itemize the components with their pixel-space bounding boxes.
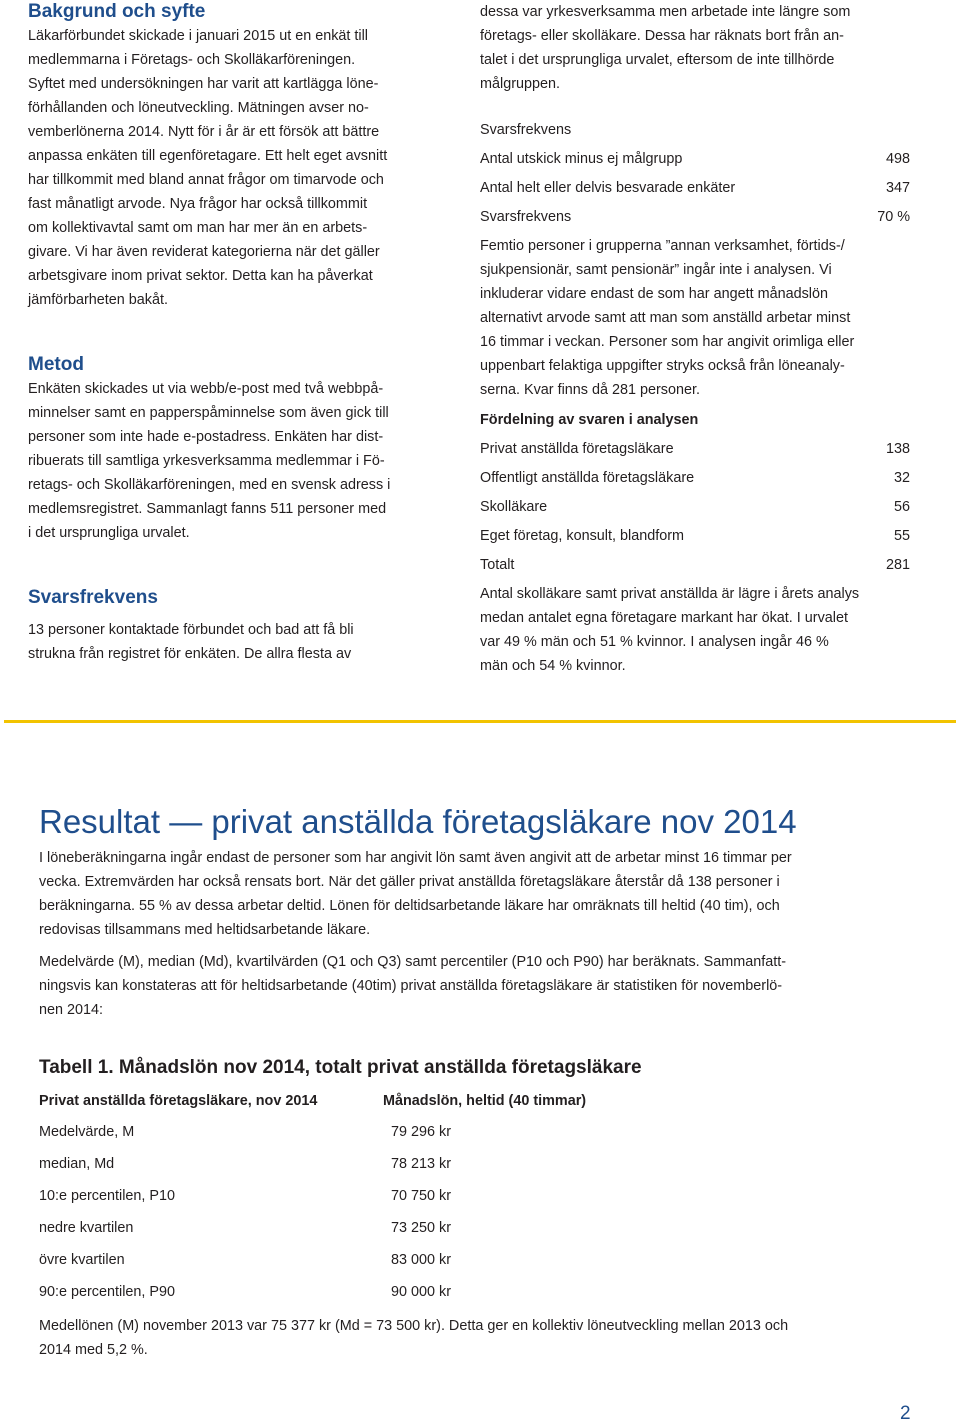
stat-label: Antal helt eller delvis besvarade enkäter [480, 180, 736, 196]
text-line: beräkningarna. 55 % av dessa arbetar deltid. Lönen för deltidsarbetande läkare har omräknats till heltid (40 tim), och [39, 898, 780, 914]
row-label: nedre kvartilen [39, 1220, 134, 1236]
stat-value: 347 [885, 180, 910, 196]
text-line: Medellönen (M) november 2013 var 75 377 kr (Md = 73 500 kr). Detta ger en kollektiv löneutveckling mellan 2013 och [39, 1318, 789, 1334]
text-line: i det ursprungliga urvalet. [28, 525, 190, 541]
text-line: var 49 % män och 51 % kvinnor. I analysen ingår 46 % [480, 634, 829, 650]
dist-row [480, 553, 910, 582]
stat-label: Svarsfrekvens [480, 209, 572, 225]
text-line: 13 personer kontaktade förbundet och bad att få bli [28, 622, 354, 638]
table-row [39, 1116, 586, 1148]
dist-row [480, 437, 910, 466]
left-column [28, 0, 453, 666]
dist-label: Totalt [480, 557, 515, 573]
svarsfrekvens-label: Svarsfrekvens [480, 122, 572, 138]
svarsfrekvens-heading: Svarsfrekvens [28, 587, 158, 608]
row-value: 83 000 kr [391, 1252, 452, 1268]
section-divider [4, 720, 956, 723]
dist-value: 32 [893, 470, 910, 486]
text-line: retags- och Skolläkarföreningen, med en svensk adress i [28, 477, 391, 493]
stat-row [480, 147, 910, 176]
dist-value: 281 [885, 557, 910, 573]
text-line: medlemsregistret. Sammanlagt fanns 511 personer med [28, 501, 387, 517]
text-line: nen 2014: [39, 1002, 104, 1018]
row-label: övre kvartilen [39, 1252, 125, 1268]
text-line: I löneberäkningarna ingår endast de personer som har angivit lön samt även angivit att de arbetar minst 16 timmar per [39, 850, 792, 866]
text-line: uppenbart felaktiga uppgifter stryks också från löneanaly- [480, 358, 845, 374]
text-line: talet i det ursprungliga urvalet, eftersom de inte tillhörde [480, 52, 835, 68]
text-line: målgruppen. [480, 76, 560, 92]
metod-text [28, 377, 453, 545]
text-line: har tillkommit med bland annat frågor om timarvode och [28, 172, 384, 188]
text-line: medan antalet egna företagare markant har ökat. I urvalet [480, 610, 848, 626]
text-line: alternativt arvode samt att man som anställd arbetar minst [480, 310, 851, 326]
text-line: Enkäten skickades ut via webb/e-post med två webbpå- [28, 381, 384, 397]
result-section [39, 800, 919, 1362]
table-row [39, 1276, 586, 1308]
text-line: givare. Vi har även reviderat kategorierna när det gäller [28, 244, 380, 260]
table-row [39, 1148, 586, 1180]
text-line: vemberlönerna 2014. Nytt för i år är ett försök att bättre [28, 124, 380, 140]
dist-row [480, 524, 910, 553]
text-line: förhållanden och löneutveckling. Mätningen avser no- [28, 100, 369, 116]
metod-heading: Metod [28, 354, 84, 375]
distribution-heading: Fördelning av svaren i analysen [480, 412, 699, 428]
table-row [39, 1180, 586, 1212]
bakgrund-heading: Bakgrund och syfte [28, 1, 206, 22]
text-line: medlemmarna i Företags- och Skolläkarföreningen. [28, 52, 356, 68]
text-line: om kollektivavtal samt om man har mer än en arbets- [28, 220, 368, 236]
row-label: Medelvärde, M [39, 1124, 135, 1140]
closing-text [480, 582, 910, 678]
text-line: ribuerats till samtliga yrkesverksamma medlemmar i Fö- [28, 453, 385, 469]
text-line: vecka. Extremvärden har också rensats bort. När det gäller privat anställda företagsläkare återstår då 138 personer i [39, 874, 780, 890]
row-label: 90:e percentilen, P90 [39, 1284, 176, 1300]
text-line: Syftet med undersökningen har varit att kartlägga löne- [28, 76, 379, 92]
table-footnote [39, 1314, 919, 1362]
text-line: 16 timmar i veckan. Personer som har angivit orimliga eller [480, 334, 855, 350]
text-line: fast månatligt arvode. Nya frågor har också tillkommit [28, 196, 368, 212]
intro-text [480, 0, 910, 96]
result-paragraph-2 [39, 950, 919, 1022]
dist-value: 138 [885, 441, 910, 457]
table-row [39, 1244, 586, 1276]
text-line: Medelvärde (M), median (Md), kvartilvärden (Q1 och Q3) samt percentiler (P10 och P90) har beräknats. Sammanfatt- [39, 954, 787, 970]
row-label: median, Md [39, 1156, 115, 1172]
dist-label: Offentligt anställda företagsläkare [480, 470, 695, 486]
svarsfrekvens-text [28, 618, 453, 666]
text-line: företags- eller skolläkare. Dessa har räknats bort från an- [480, 28, 844, 44]
table-header-row [39, 1086, 586, 1116]
dist-label: Privat anställda företagsläkare [480, 441, 674, 457]
analysis-text [480, 234, 910, 402]
dist-row [480, 495, 910, 524]
text-line: minnelser samt en papperspåminnelse som även gick till [28, 405, 389, 421]
stat-value: 70 % [877, 209, 910, 225]
svarsfrekvens-table [480, 147, 910, 234]
row-value: 90 000 kr [391, 1284, 452, 1300]
stat-row [480, 176, 910, 205]
table-title: Tabell 1. Månadslön nov 2014, totalt privat anställda företagsläkare [39, 1057, 642, 1078]
row-value: 73 250 kr [391, 1220, 452, 1236]
row-value: 70 750 kr [391, 1188, 452, 1204]
row-label: 10:e percentilen, P10 [39, 1188, 176, 1204]
text-line: sjukpensionär, samt pensionär” ingår inte i analysen. Vi [480, 262, 832, 278]
text-line: inkluderar vidare endast de som har angett månadslön [480, 286, 828, 302]
row-value: 79 296 kr [391, 1124, 452, 1140]
distribution-table [480, 437, 910, 582]
stat-value: 498 [885, 151, 910, 167]
result-paragraph-1 [39, 846, 919, 942]
column-header: Privat anställda företagsläkare, nov 2014 [39, 1093, 318, 1109]
bakgrund-text [28, 24, 453, 312]
dist-value: 55 [893, 528, 910, 544]
text-line: Läkarförbundet skickade i januari 2015 ut en enkät till [28, 28, 368, 44]
text-line: 2014 med 5,2 %. [39, 1342, 148, 1358]
right-column [480, 0, 910, 678]
text-line: jämförbarheten bakåt. [28, 292, 168, 308]
stat-row [480, 205, 910, 234]
text-line: Femtio personer i grupperna ”annan verksamhet, förtids-/ [480, 238, 845, 254]
text-line: män och 54 % kvinnor. [480, 658, 626, 674]
text-line: strukna från registret för enkäten. De allra flesta av [28, 646, 352, 662]
text-line: arbetsgivare inom privat sektor. Detta kan ha påverkat [28, 268, 373, 284]
dist-label: Skolläkare [480, 499, 548, 515]
text-line: ningsvis kan konstateras att för heltidsarbetande (40tim) privat anställda företagsläkare är statistiken för novemberlö- [39, 978, 783, 994]
page-number: 2 [900, 1403, 911, 1424]
result-title: Resultat — privat anställda företagsläkare nov 2014 [39, 803, 797, 840]
text-line: personer som inte hade e-postadress. Enkäten har dist- [28, 429, 384, 445]
text-line: dessa var yrkesverksamma men arbetade inte längre som [480, 4, 851, 20]
text-line: serna. Kvar finns då 281 personer. [480, 382, 700, 398]
salary-table [39, 1086, 586, 1308]
dist-value: 56 [893, 499, 910, 515]
column-header: Månadslön, heltid (40 timmar) [383, 1093, 587, 1109]
text-line: redovisas tillsammans med heltidsarbetande läkare. [39, 922, 371, 938]
text-line: anpassa enkäten till egenföretagare. Ett helt eget avsnitt [28, 148, 388, 164]
text-line: Antal skolläkare samt privat anställda är lägre i årets analys [480, 586, 860, 602]
table-row [39, 1212, 586, 1244]
dist-row [480, 466, 910, 495]
stat-label: Antal utskick minus ej målgrupp [480, 151, 683, 167]
dist-label: Eget företag, konsult, blandform [480, 528, 684, 544]
row-value: 78 213 kr [391, 1156, 452, 1172]
